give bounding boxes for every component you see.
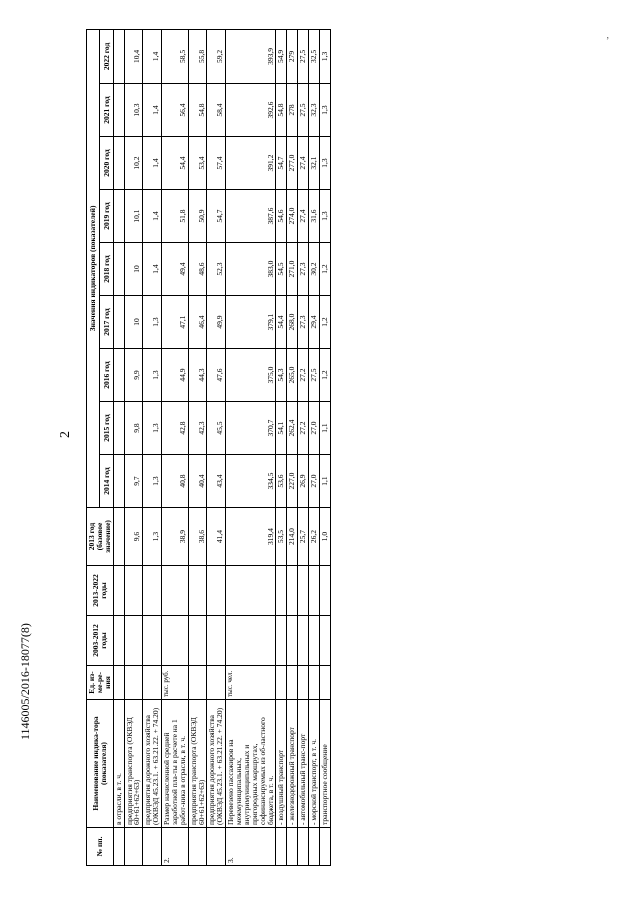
year-value-cell: 29,4 [309, 296, 320, 349]
year-value-cell [113, 190, 124, 243]
year-value-cell [113, 29, 124, 83]
period-1-cell [276, 616, 287, 666]
period-1-cell [188, 616, 207, 666]
header-year: 2020 год [100, 137, 113, 190]
base-value-cell: 319,4 [226, 508, 276, 566]
year-value-cell: 391,2 [226, 137, 276, 190]
year-value-cell [113, 349, 124, 402]
row-number-cell: 3. [226, 828, 276, 866]
year-value-cell: 27,5 [298, 84, 309, 137]
base-value-cell: 1,3 [143, 508, 162, 566]
period-2-cell [319, 566, 330, 616]
year-value-cell: 9,7 [124, 455, 143, 508]
year-value-cell: 54,9 [276, 29, 287, 83]
base-value-cell: 38,6 [188, 508, 207, 566]
row-number-cell: 2. [162, 828, 189, 866]
indicator-name-cell: - воздушный транспорт [276, 700, 287, 828]
year-value-cell: 54,5 [276, 243, 287, 296]
indicator-name-cell: предприятия дорожного хозяйства (ОКВЭД 45.23.1. + 63.21.22. + 74.20) [143, 700, 162, 828]
year-value-cell: 54,4 [276, 296, 287, 349]
year-value-cell: 27,5 [298, 29, 309, 83]
year-value-cell: 227,0 [287, 455, 298, 508]
year-value-cell: 50,9 [188, 190, 207, 243]
year-value-cell: 58,4 [207, 84, 226, 137]
base-value-cell: 53,5 [276, 508, 287, 566]
year-value-cell: 32,5 [309, 29, 320, 83]
year-value-cell: 54,6 [276, 190, 287, 243]
margin-mark: ’ [606, 36, 610, 47]
year-value-cell: 392,6 [226, 84, 276, 137]
unit-cell [319, 666, 330, 700]
table-row [319, 29, 330, 865]
year-value-cell [113, 296, 124, 349]
year-value-cell: 54,8 [276, 84, 287, 137]
header-year: 2022 год [100, 29, 113, 83]
period-1-cell [143, 616, 162, 666]
year-value-cell: 27,0 [309, 402, 320, 455]
base-value-cell: 38,9 [162, 508, 189, 566]
year-value-cell: 27,0 [309, 455, 320, 508]
year-value-cell: 393,9 [226, 29, 276, 83]
year-value-cell: 42,3 [188, 402, 207, 455]
year-value-cell: 56,4 [162, 84, 189, 137]
period-2-cell [309, 566, 320, 616]
header-values-group: Значения индикаторов (показателей) [87, 29, 100, 507]
period-1-cell [124, 616, 143, 666]
row-number-cell [287, 828, 298, 866]
header-year: 2019 год [100, 190, 113, 243]
year-value-cell [113, 455, 124, 508]
table-row [124, 29, 143, 865]
year-value-cell: 54,3 [276, 349, 287, 402]
row-number-cell [188, 828, 207, 866]
header-year: 2016 год [100, 349, 113, 402]
year-value-cell: 1,2 [319, 349, 330, 402]
header-name: Наименование индика-тора (показателя) [87, 700, 114, 828]
year-value-cell: 1,4 [143, 190, 162, 243]
header-year: 2015 год [100, 402, 113, 455]
year-value-cell: 10 [124, 296, 143, 349]
year-value-cell: 1,3 [143, 455, 162, 508]
period-2-cell [113, 566, 124, 616]
table-row [287, 29, 298, 865]
unit-cell: тыс. руб. [162, 666, 189, 700]
header-year: 2021 год [100, 84, 113, 137]
page-number: 2 [58, 431, 73, 438]
indicator-name-cell: в отрасли, в т. ч. [113, 700, 124, 828]
table-row [207, 29, 226, 865]
year-value-cell: 1,1 [319, 402, 330, 455]
period-1-cell [309, 616, 320, 666]
indicator-name-cell: - железнодорожный транспорт [287, 700, 298, 828]
period-1-cell [287, 616, 298, 666]
year-value-cell: 1,4 [143, 243, 162, 296]
year-value-cell: 262,4 [287, 402, 298, 455]
year-value-cell: 42,8 [162, 402, 189, 455]
year-value-cell: 279 [287, 29, 298, 83]
year-value-cell: 46,4 [188, 296, 207, 349]
table-row [143, 29, 162, 865]
period-2-cell [188, 566, 207, 616]
period-1-cell [298, 616, 309, 666]
year-value-cell: 40,8 [162, 455, 189, 508]
row-number-cell [309, 828, 320, 866]
year-value-cell [113, 137, 124, 190]
unit-cell: тыс. чел. [226, 666, 276, 700]
year-value-cell: 1,4 [143, 29, 162, 83]
year-value-cell: 49,4 [162, 243, 189, 296]
year-value-cell: 1,3 [319, 29, 330, 83]
row-number-cell [298, 828, 309, 866]
unit-cell [113, 666, 124, 700]
indicator-name-cell: предприятия дорожного хозяйства (ОКВЭД 45.23.1. + 63.21.22. + 74.20) [207, 700, 226, 828]
year-value-cell: 27,5 [309, 349, 320, 402]
base-value-cell: 26,2 [309, 508, 320, 566]
year-value-cell: 49,9 [207, 296, 226, 349]
year-value-cell: 10,1 [124, 190, 143, 243]
year-value-cell: 26,9 [298, 455, 309, 508]
table-body [113, 29, 330, 865]
year-value-cell: 10,2 [124, 137, 143, 190]
period-2-cell [276, 566, 287, 616]
unit-cell [309, 666, 320, 700]
year-value-cell: 55,8 [188, 29, 207, 83]
year-value-cell: 10,4 [124, 29, 143, 83]
year-value-cell: 43,4 [207, 455, 226, 508]
base-value-cell: 41,4 [207, 508, 226, 566]
document-code: 1146005/2016-18077(8) [18, 623, 32, 740]
indicator-name-cell: - морской транспорт, в т. ч. [309, 700, 320, 828]
period-2-cell [143, 566, 162, 616]
row-number-cell [207, 828, 226, 866]
period-1-cell [207, 616, 226, 666]
year-value-cell: 375,0 [226, 349, 276, 402]
year-value-cell: 53,4 [188, 137, 207, 190]
year-value-cell: 1,4 [143, 84, 162, 137]
row-number-cell [143, 828, 162, 866]
header-year: 2014 год [100, 455, 113, 508]
unit-cell [188, 666, 207, 700]
period-2-cell [207, 566, 226, 616]
table-row [276, 29, 287, 865]
base-value-cell [113, 508, 124, 566]
unit-cell [287, 666, 298, 700]
year-value-cell: 45,5 [207, 402, 226, 455]
year-value-cell: 47,1 [162, 296, 189, 349]
year-value-cell: 1,2 [319, 243, 330, 296]
indicators-table [86, 29, 331, 866]
unit-cell [207, 666, 226, 700]
year-value-cell: 1,3 [319, 137, 330, 190]
year-value-cell: 27,3 [298, 296, 309, 349]
year-value-cell: 271,0 [287, 243, 298, 296]
year-value-cell: 1,3 [143, 296, 162, 349]
year-value-cell: 1,2 [319, 296, 330, 349]
row-number-cell [276, 828, 287, 866]
year-value-cell: 44,9 [162, 349, 189, 402]
year-value-cell: 58,5 [162, 29, 189, 83]
year-value-cell: 334,5 [226, 455, 276, 508]
year-value-cell: 40,4 [188, 455, 207, 508]
indicator-name-cell: - автомобильный транс-порт [298, 700, 309, 828]
indicator-name-cell: предприятия транспорта (ОКВЭД 60+61+62+63) [124, 700, 143, 828]
year-value-cell: 370,7 [226, 402, 276, 455]
year-value-cell [113, 402, 124, 455]
year-value-cell: 268,0 [287, 296, 298, 349]
year-value-cell: 47,6 [207, 349, 226, 402]
year-value-cell: 32,3 [309, 84, 320, 137]
period-2-cell [298, 566, 309, 616]
year-value-cell: 387,6 [226, 190, 276, 243]
indicator-name-cell: транспортное сообщение [319, 700, 330, 828]
year-value-cell: 57,4 [207, 137, 226, 190]
year-value-cell: 48,6 [188, 243, 207, 296]
header-period-1: 2003-2012 годы [87, 616, 114, 666]
year-value-cell: 54,7 [207, 190, 226, 243]
year-value-cell: 1,3 [319, 84, 330, 137]
year-value-cell: 31,6 [309, 190, 320, 243]
period-1-cell [113, 616, 124, 666]
year-value-cell: 53,6 [276, 455, 287, 508]
unit-cell [124, 666, 143, 700]
year-value-cell: 274,0 [287, 190, 298, 243]
year-value-cell: 54,4 [162, 137, 189, 190]
year-value-cell [113, 243, 124, 296]
period-1-cell [162, 616, 189, 666]
base-value-cell: 1,0 [319, 508, 330, 566]
year-value-cell: 10,3 [124, 84, 143, 137]
base-value-cell: 25,7 [298, 508, 309, 566]
year-value-cell: 59,2 [207, 29, 226, 83]
year-value-cell: 379,1 [226, 296, 276, 349]
table-row [309, 29, 320, 865]
period-2-cell [124, 566, 143, 616]
year-value-cell: 27,4 [298, 137, 309, 190]
year-value-cell: 54,7 [276, 137, 287, 190]
year-value-cell: 1,4 [143, 137, 162, 190]
year-value-cell: 1,1 [319, 455, 330, 508]
year-value-cell: 27,2 [298, 402, 309, 455]
table-row [113, 29, 124, 865]
year-value-cell: 265,0 [287, 349, 298, 402]
indicator-name-cell: предприятия транспорта (ОКВЭД 60+61+62+63) [188, 700, 207, 828]
year-value-cell: 278 [287, 84, 298, 137]
period-2-cell [287, 566, 298, 616]
year-value-cell: 27,2 [298, 349, 309, 402]
year-value-cell: 27,3 [298, 243, 309, 296]
header-row-group [87, 29, 100, 865]
year-value-cell: 383,0 [226, 243, 276, 296]
row-number-cell [113, 828, 124, 866]
year-value-cell: 44,3 [188, 349, 207, 402]
unit-cell [298, 666, 309, 700]
year-value-cell: 30,2 [309, 243, 320, 296]
unit-cell [143, 666, 162, 700]
table-row [226, 29, 276, 865]
base-value-cell: 214,0 [287, 508, 298, 566]
year-value-cell: 1,3 [143, 402, 162, 455]
year-value-cell: 32,1 [309, 137, 320, 190]
year-value-cell: 9,9 [124, 349, 143, 402]
period-2-cell [162, 566, 189, 616]
year-value-cell: 277,0 [287, 137, 298, 190]
header-year: 2017 год [100, 296, 113, 349]
year-value-cell: 1,3 [143, 349, 162, 402]
year-value-cell: 9,8 [124, 402, 143, 455]
year-value-cell: 51,8 [162, 190, 189, 243]
row-number-cell [124, 828, 143, 866]
header-num: № пп. [87, 828, 114, 866]
year-value-cell: 1,3 [319, 190, 330, 243]
year-value-cell: 54,1 [276, 402, 287, 455]
base-value-cell: 9,6 [124, 508, 143, 566]
period-1-cell [319, 616, 330, 666]
table-row [298, 29, 309, 865]
year-value-cell: 27,4 [298, 190, 309, 243]
unit-cell [276, 666, 287, 700]
table-row [162, 29, 189, 865]
indicator-name-cell: Перевезено пассажиров на межмуниципальных, внутримуниципальных и пригородных маршрутах, софинансируемых из об-ластного бюджета, в т. ч. [226, 700, 276, 828]
row-number-cell [319, 828, 330, 866]
header-unit: Ед. из-ме-ре-ния [87, 666, 114, 700]
year-value-cell: 10 [124, 243, 143, 296]
period-1-cell [226, 616, 276, 666]
year-value-cell: 52,3 [207, 243, 226, 296]
indicator-name-cell: Размер начисленной средней заработной пла-ты в расчете на 1 работ-ника в отрасли, в т. ч. [162, 700, 189, 828]
year-value-cell [113, 84, 124, 137]
header-year: 2018 год [100, 243, 113, 296]
year-value-cell: 54,8 [188, 84, 207, 137]
header-period-2: 2013-2022 годы [87, 566, 114, 616]
table-row [188, 29, 207, 865]
period-2-cell [226, 566, 276, 616]
header-base-year: 2013 год (базовое значение) [87, 508, 114, 566]
